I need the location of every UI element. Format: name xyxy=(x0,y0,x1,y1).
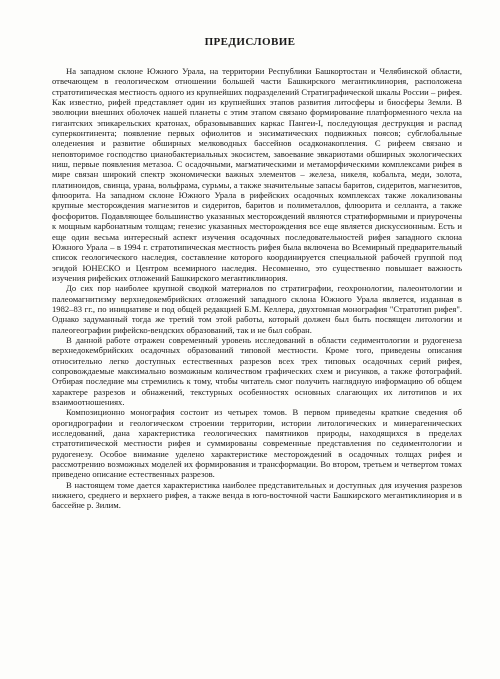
paragraph-1: На западном склоне Южного Урала, на территории Республики Башкортостан и Челябинской области, отвечающем в геологическом отношении большей части Башкирского мегантиклинория, расположена стратотипическая местность одного из крупнейших подразделений Стратиграфической шкалы России – рифея. Как известно, рифей представляет один из крупнейших этапов развития литосферы и биосферы Земли. В эволюции внешних оболочек нашей планеты с этим этапом связано формирование платформенного чехла на гигантских эпикарельских кратонах, образовывавших каркас Пангеи-I, последующая деструкция и распад суперконтинента; появление первых офиолитов и энсиматических подвижных поясов; субглобальные оледенения и развитие обширных мелководных бассейнов осадконакопления. С рифеем связано и неповторимое господство цианобактериальных экосистем, завоевание эвкариотами обширных экологических ниш, первые появления метазоа. С осадочными, магматическими и метаморфическими комплексами рифея в мире связан широкий спектр экономически важных элементов – железа, никеля, кобальта, меди, золота, платиноидов, свинца, урана, вольфрама, сурьмы, а также значительные запасы баритов, сидеритов, магнезитов, флюорита. На западном склоне Южного Урала в рифейских осадочных комплексах также локализованы крупные месторождения магнезитов и сидеритов, баритов и полиметаллов, флюорита и селланта, а также фосфоритов. Подавляющее большинство указанных месторождений являются стратиформными и приурочены к мощным карбонатным толщам; генезис указанных месторождения все еще является дискуссионным. Есть и еще один весьма интересный аспект изучения осадочных последовательностей рифея западного склона Южного Урала – в 1994 г. стратотипическая местность рифея была включена во Всемирный предварительный список геологического наследия, составление которого координируется специальной рабочей группой под эгидой ЮНЕСКО и Центром всемирного наследия. Несомненно, это существенно повышает важность изучения рифейских отложений Башкирского мегантиклинория. xyxy=(52,66,462,283)
paragraph-2: До сих пор наиболее крупной сводкой материалов по стратиграфии, геохронологии, палеонтологии и палеомагнитизму верхнедокембрийских отложений западного склона Южного Урала является, изданная в 1982–83 гг., по инициативе и под общей редакцией Б.М. Келлера, двухтомная монография "Стратотип рифея". Однако задуманный тогда же третий том этой работы, который должен был быть посвящен литологии и палеогеографии рифейско-вендских образований, так и не был собран. xyxy=(52,283,462,335)
preface-body xyxy=(52,66,462,511)
paragraph-3: В данной работе отражен современный уровень исследований в области седиментологии и рудогенеза верхнедокембрийских осадочных образований типовой местности. Кроме того, приведены описания относительно легко доступных естественных разрезов всех трех типовых осадочных серий рифея, сопровождаемые максимально возможным количеством графических схем и рисунков, а также фотографий. Отбирая последние мы стремились к тому, чтобы читатель смог получить наглядную информацию об общем характере разрезов и обнажений, текстурных особенностях основных слагающих их литотипов и их взаимоотношениях. xyxy=(52,334,462,407)
paragraph-5: В настоящем томе дается характеристика наиболее представительных и доступных для изучения разрезов нижнего, среднего и верхнего рифея, а также венда в юго-восточной части Башкирского мегантиклинория и в бассейне р. Зилим. xyxy=(52,479,462,511)
paragraph-4: Композиционно монография состоит из четырех томов. В первом приведены краткие сведения об орогидрографии и геологическом строении территории, истории литологических и минерагенических исследований, дана характеристика геологических памятников природы, находящихся в пределах стратотипической местности рифея и суммированы современные представления по седиментологии и рудогенезу. Особое внимание уделено характеристике месторождений в осадочных толщах рифея и рассмотрению возможных моделей их формирования и трансформации. Во втором, третьем и четвертом томах приведено описание естественных разрезов. xyxy=(52,407,462,480)
page-title: ПРЕДИСЛОВИЕ xyxy=(204,36,296,48)
